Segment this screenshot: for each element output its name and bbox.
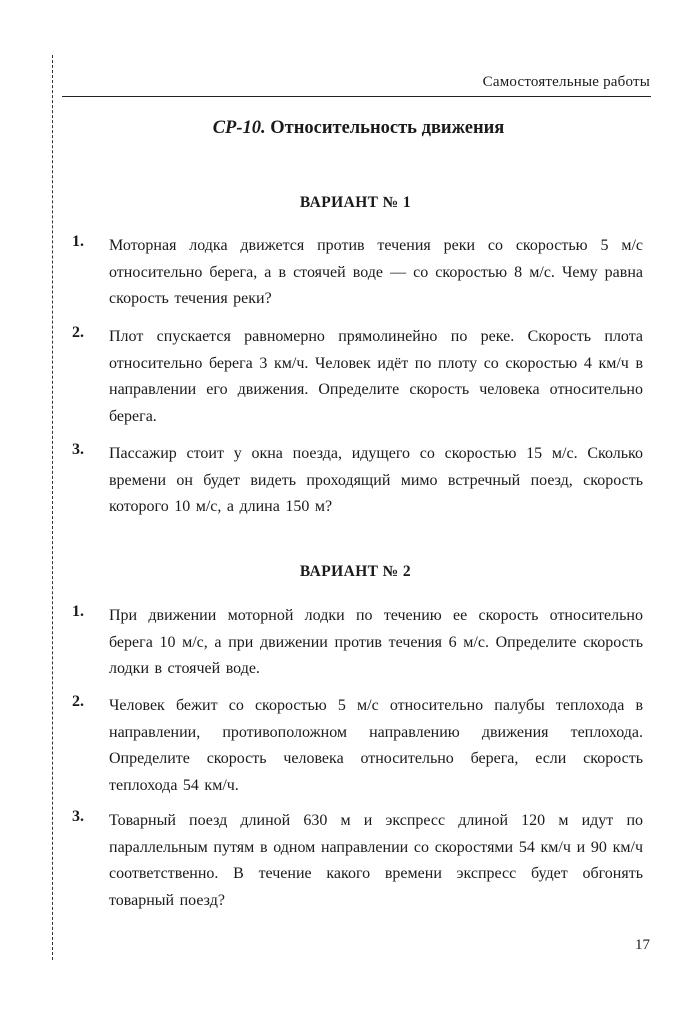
problem-text: Человек бежит со скоростью 5 м/с относительно палубы теплохода в направлении, противоположном направлению движения теплохода. Определите скорость человека относительно берега, если скорость теплохода 54 км/ч. xyxy=(109,697,643,794)
problem-number: 3. xyxy=(72,808,84,825)
section-title-text: Относительность движения xyxy=(270,118,505,138)
problem-text: Моторная лодка движется против течения реки со скоростью 5 м/с относительно берега, а в стоячей воде — со скоростью 8 м/с. Чему равна скорость течения реки? xyxy=(109,237,643,307)
page-cut-line xyxy=(52,55,53,960)
problem-text: При движении моторной лодки по течению ее скорость относительно берега 10 м/с, а при движении против течения 6 м/с. Определите скорость лодки в стоячей воде. xyxy=(109,607,643,677)
problem-number: 1. xyxy=(72,233,84,250)
page-number: 17 xyxy=(635,937,650,953)
problem-number: 1. xyxy=(72,603,84,620)
variant-2-problem-2 xyxy=(72,693,643,799)
section-title xyxy=(0,118,697,139)
problem-text: Товарный поезд длиной 630 м и экспресс длиной 120 м идут по параллельным путям в одном направлении со скоростями 54 км/ч и 90 км/ч соответственно. В течение какого времени экспресс будет обгонять товарный поезд? xyxy=(109,812,643,909)
problem-number: 2. xyxy=(72,324,84,341)
variant-2-problem-1 xyxy=(72,603,643,683)
variant-1-problem-1 xyxy=(72,233,643,313)
running-head: Самостоятельные работы xyxy=(482,74,650,90)
variant-1-problem-3 xyxy=(72,441,643,521)
variant-1-problem-2 xyxy=(72,324,643,430)
variant-2-problem-3 xyxy=(72,808,643,914)
variant-1-heading: ВАРИАНТ № 1 xyxy=(299,194,412,211)
problem-text: Плот спускается равномерно прямолинейно по реке. Скорость плота относительно берега 3 км/ч. Человек идёт по плоту со скоростью 4 км/ч в направлении его движения. Определите скорость человека относительно берега. xyxy=(109,328,643,425)
problem-number: 2. xyxy=(72,693,84,710)
variant-2-heading: ВАРИАНТ № 2 xyxy=(299,563,412,580)
header-rule xyxy=(62,96,651,97)
problem-text: Пассажир стоит у окна поезда, идущего со скоростью 15 м/с. Сколько времени он будет видеть проходящий мимо встречный поезд, скорость которого 10 м/с, а длина 150 м? xyxy=(109,445,643,515)
problem-number: 3. xyxy=(72,441,84,458)
section-code: СР-10. xyxy=(212,118,266,138)
